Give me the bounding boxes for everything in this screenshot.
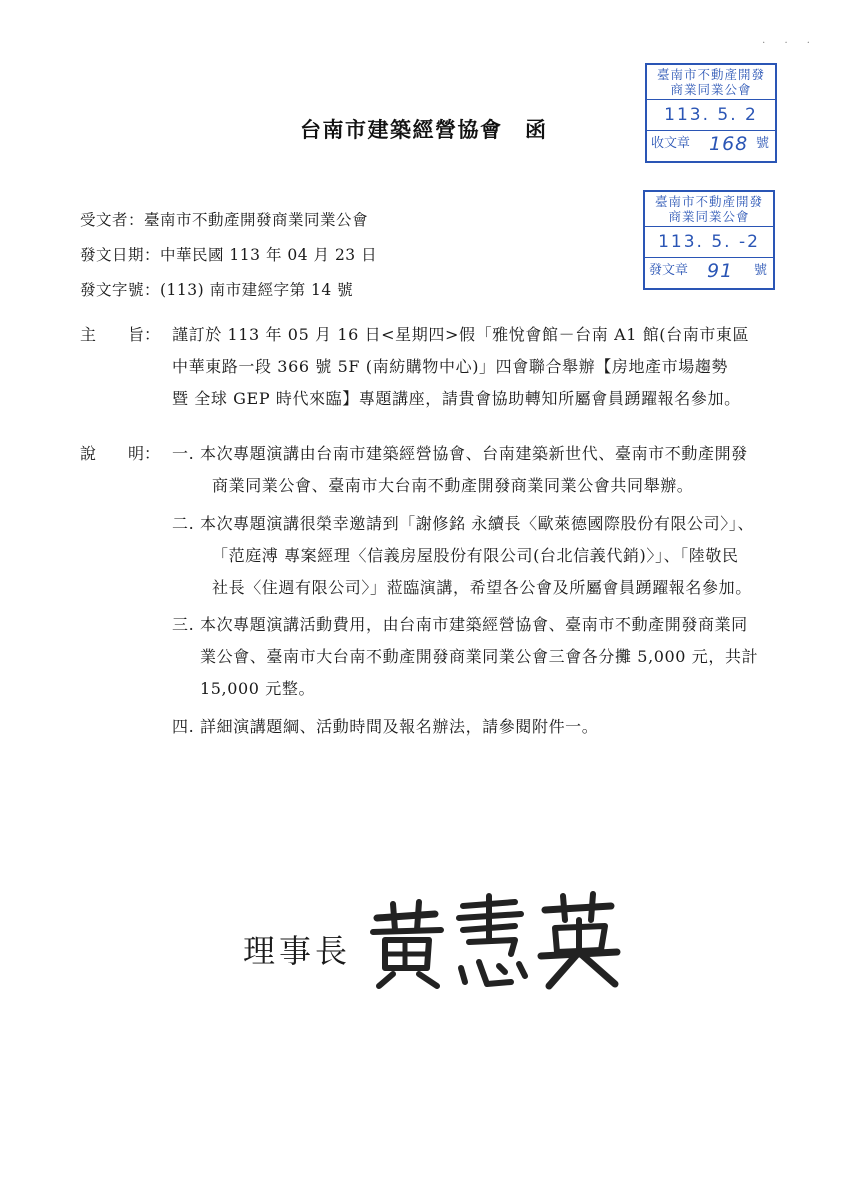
explanation-label: 說 明： bbox=[80, 444, 161, 463]
stamp-org: 臺南市不動產開發商業同業公會 bbox=[645, 192, 773, 227]
issue-date: 發文日期：中華民國 113 年 04 月 23 日 bbox=[80, 246, 378, 264]
explanation-line: 業公會、臺南市大台南不動產開發商業同業公會三會各分攤 5,000 元，共計 bbox=[200, 647, 759, 666]
signatory-title: 理事長 bbox=[243, 932, 352, 970]
explanation-line: 商業同業公會、臺南市大台南不動產開發商業同業公會共同舉辦。 bbox=[212, 476, 694, 495]
recipient: 受文者：臺南市不動產開發商業同業公會 bbox=[80, 211, 369, 229]
subject-line: 暨 全球 GEP 時代來臨】專題講座，請貴會協助轉知所屬會員踴躍報名參加。 bbox=[172, 389, 741, 408]
stamp-label: 收文章 bbox=[651, 136, 691, 151]
stamp-date: 113. 5. 2 bbox=[647, 100, 775, 131]
stamp-label: 發文章 bbox=[649, 263, 689, 278]
explanation-line: 一. 本次專題演講由台南市建築經營協會、台南建築新世代、臺南市不動產開發 bbox=[172, 444, 748, 463]
stamp-number: 91 bbox=[707, 260, 734, 282]
stamp-date: 113. 5. -2 bbox=[645, 227, 773, 258]
explanation-line: 社長〈住週有限公司〉」蒞臨演講，希望各公會及所屬會員踴躍報名參加。 bbox=[212, 578, 752, 597]
received-stamp bbox=[645, 63, 777, 163]
stamp-suffix: 號 bbox=[753, 263, 767, 278]
explanation-line: 「范庭溥 專案經理〈信義房屋股份有限公司(台北信義代銷)〉」、「陸敬民 bbox=[212, 546, 739, 565]
subject-line: 中華東路一段 366 號 5F (南紡購物中心)」四會聯合舉辦【房地產市場趨勢 bbox=[172, 357, 729, 376]
dispatch-stamp bbox=[643, 190, 775, 290]
subject-line: 謹訂於 113 年 05 月 16 日<星期四>假「雅悅會館－台南 A1 館(台南市東區 bbox=[172, 325, 750, 344]
explanation-line: 三. 本次專題演講活動費用，由台南市建築經營協會、臺南市不動產開發商業同 bbox=[172, 615, 748, 634]
stamp-suffix: 號 bbox=[755, 136, 769, 151]
document-title: 台南市建築經營協會 函 bbox=[300, 117, 548, 142]
subject-label: 主 旨： bbox=[80, 325, 161, 344]
explanation-line: 15,000 元整。 bbox=[200, 679, 316, 698]
stamp-number: 168 bbox=[709, 133, 749, 155]
reference-number: 發文字號：(113) 南市建經字第 14 號 bbox=[80, 281, 354, 299]
explanation-line: 二. 本次專題演講很榮幸邀請到「謝修銘 永續長〈歐萊德國際股份有限公司〉」、 bbox=[172, 514, 755, 533]
scan-marks: · · · bbox=[762, 38, 818, 49]
explanation-line: 四. 詳細演講題綱、活動時間及報名辦法，請參閱附件一。 bbox=[172, 717, 599, 736]
signature-image bbox=[365, 890, 625, 990]
stamp-org: 臺南市不動產開發商業同業公會 bbox=[647, 65, 775, 100]
